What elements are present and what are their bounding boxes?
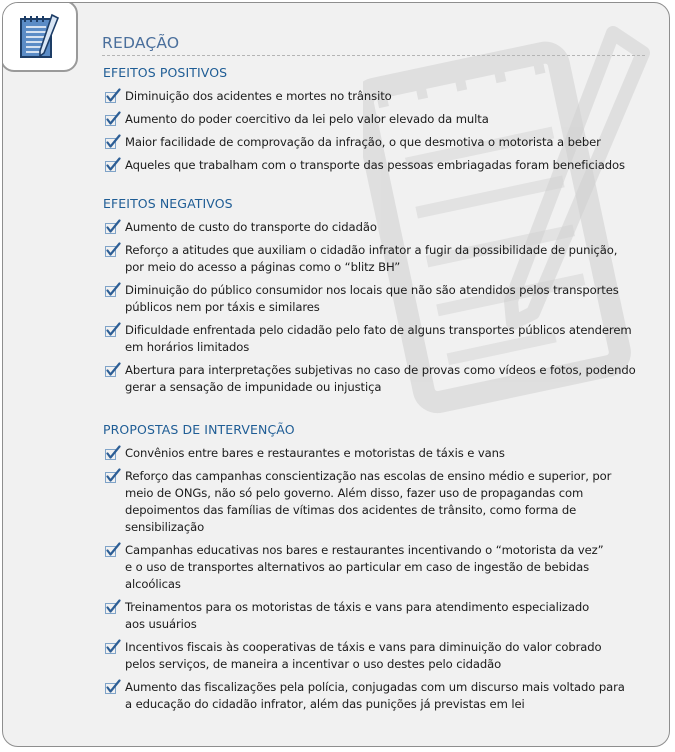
redacao-card — [2, 2, 670, 747]
item-text — [125, 679, 661, 713]
checkmark-icon — [105, 282, 121, 302]
list-item — [101, 445, 661, 462]
list-item — [101, 219, 661, 236]
item-text-line: Dificuldade enfrentada pelo cidadão pelo fato de alguns transportes públicos atenderem — [125, 323, 632, 337]
checkmark-icon — [105, 322, 121, 342]
checkmark-icon — [105, 599, 121, 619]
checkmark-icon — [105, 445, 121, 465]
list-item — [101, 157, 661, 174]
item-text-line: Diminuição do público consumidor nos locais que não são atendidos pelos transportes — [125, 283, 619, 297]
item-text-line: a educação do cidadão infrator, além das punições já previstas em lei — [125, 697, 525, 711]
checkmark-icon — [105, 362, 121, 382]
item-text-line: meio de ONGs, não só pelo governo. Além disso, fazer uso de propagandas com — [125, 486, 584, 500]
item-text-line: Maior facilidade de comprovação da infração, o que desmotiva o motorista a beber — [125, 135, 601, 149]
checkmark-icon — [105, 111, 121, 131]
list-item — [101, 111, 661, 128]
section-title: EFEITOS NEGATIVOS — [103, 196, 233, 211]
list-item — [101, 322, 661, 356]
checkmark-icon — [105, 639, 121, 659]
checkmark-icon — [105, 88, 121, 108]
item-text-line: por meio do acesso a páginas como o “blitz BH” — [125, 260, 401, 274]
item-text — [125, 542, 661, 593]
item-text-line: Reforço das campanhas conscientização nas escolas de ensino médio e superior, por — [125, 469, 612, 483]
checkmark-icon — [105, 219, 121, 239]
item-text-line: Treinamentos para os motoristas de táxis e vans para atendimento especializado — [125, 600, 590, 614]
section-propostas-de-intervencao — [101, 422, 661, 719]
list-item — [101, 639, 661, 673]
header-divider — [102, 55, 647, 56]
item-text-line: públicos nem por táxis e similares — [125, 300, 320, 314]
item-text — [125, 219, 661, 236]
section-efeitos-negativos — [101, 196, 661, 402]
section-efeitos-positivos — [101, 65, 661, 180]
checkmark-icon — [105, 542, 121, 562]
list-item — [101, 362, 661, 396]
item-text-line: pelos serviços, de maneira a incentivar o uso destes pelo cidadão — [125, 657, 502, 671]
item-text — [125, 322, 661, 356]
list-item — [101, 679, 661, 713]
list-item — [101, 88, 661, 105]
checkmark-icon — [105, 242, 121, 262]
list-item — [101, 282, 661, 316]
item-text-line: aos usuários — [125, 617, 197, 631]
item-text-line: Aumento das fiscalizações pela polícia, conjugadas com um discurso mais voltado para — [125, 680, 625, 694]
item-text-line: depoimentos das famílias de vítimas dos acidentes de trânsito, como forma de — [125, 503, 577, 517]
item-text — [125, 134, 661, 151]
item-text-line: Reforço a atitudes que auxiliam o cidadão infrator a fugir da possibilidade de punição, — [125, 243, 618, 257]
item-text-line: e o uso de transportes alternativos ao particular em caso de ingestão de bebidas — [125, 560, 590, 574]
item-text — [125, 599, 661, 633]
item-text — [125, 111, 661, 128]
item-text-line: Aumento do poder coercitivo da lei pelo valor elevado da multa — [125, 112, 489, 126]
item-text — [125, 282, 661, 316]
checkmark-icon — [105, 134, 121, 154]
list-item — [101, 468, 661, 536]
page-title: REDAÇÃO — [102, 34, 180, 52]
item-text — [125, 639, 661, 673]
item-text-line: gerar a sensação de impunidade ou injustiça — [125, 380, 382, 394]
notepad-pen-icon — [2, 2, 78, 72]
item-text — [125, 468, 661, 536]
section-title: EFEITOS POSITIVOS — [103, 65, 228, 80]
checkmark-icon — [105, 679, 121, 699]
item-text — [125, 157, 661, 174]
item-text-line: Campanhas educativas nos bares e restaurantes incentivando o “motorista da vez” — [125, 543, 604, 557]
item-text-line: Convênios entre bares e restaurantes e motoristas de táxis e vans — [125, 446, 505, 460]
item-text-line: Aqueles que trabalham com o transporte das pessoas embriagadas foram beneficiados — [125, 158, 625, 172]
list-item — [101, 599, 661, 633]
item-text — [125, 242, 661, 276]
item-text — [125, 362, 661, 396]
item-text-line: Incentivos fiscais às cooperativas de táxis e vans para diminuição do valor cobrado — [125, 640, 602, 654]
section-title: PROPOSTAS DE INTERVENÇÃO — [103, 422, 295, 437]
item-text — [125, 445, 661, 462]
item-text-line: alcoólicas — [125, 577, 181, 591]
list-item — [101, 542, 661, 593]
checkmark-icon — [105, 157, 121, 177]
item-text-line: Diminuição dos acidentes e mortes no trânsito — [125, 89, 392, 103]
checkmark-icon — [105, 468, 121, 488]
item-text-line: Aumento de custo do transporte do cidadão — [125, 220, 377, 234]
item-text-line: Abertura para interpretações subjetivas no caso de provas como vídeos e fotos, podendo — [125, 363, 636, 377]
list-item — [101, 242, 661, 276]
list-item — [101, 134, 661, 151]
item-text — [125, 88, 661, 105]
item-text-line: sensibilização — [125, 520, 205, 534]
item-text-line: em horários limitados — [125, 340, 250, 354]
